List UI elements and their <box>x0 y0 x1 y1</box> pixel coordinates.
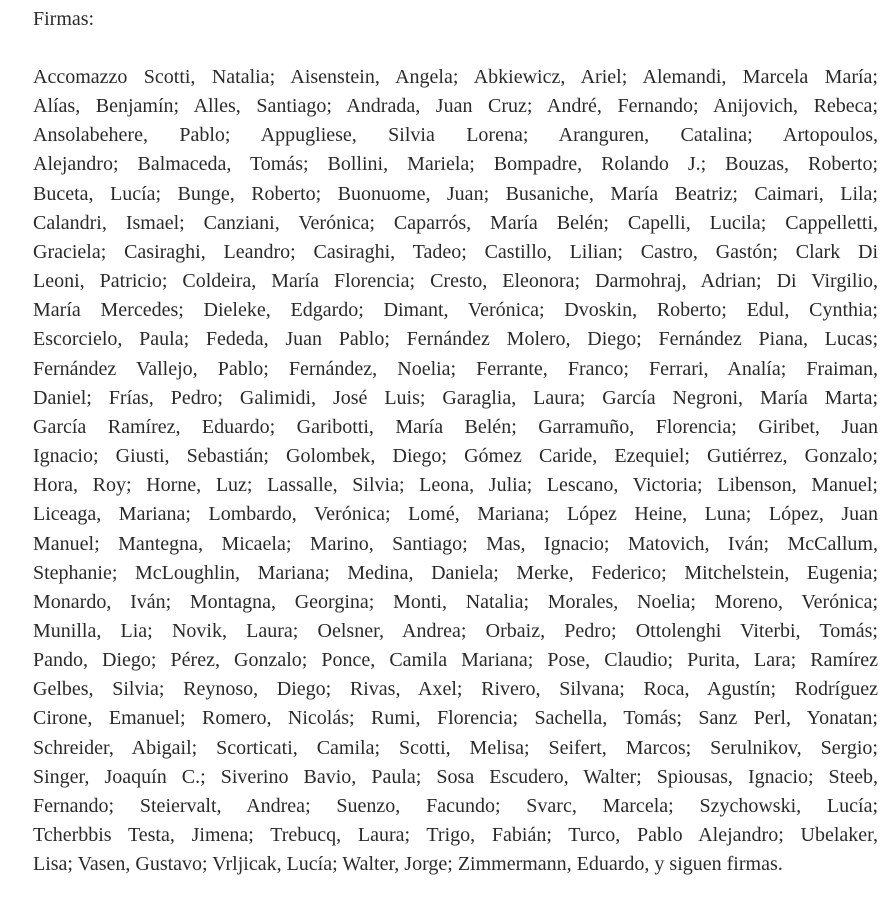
signature-line: Alejandro; Balmaceda, Tomás; Bollini, Mariela; Bompadre, Rolando J.; Bouzas, Roberto; <box>33 153 878 176</box>
signature-line: Tcherbbis Testa, Jimena; Trebucq, Laura; Trigo, Fabián; Turco, Pablo Alejandro; Ubelaker, <box>33 824 878 847</box>
signature-line: Liceaga, Mariana; Lombardo, Verónica; Lomé, Mariana; López Heine, Luna; López, Juan <box>33 503 878 526</box>
signature-line: Calandri, Ismael; Canziani, Verónica; Caparrós, María Belén; Capelli, Lucila; Cappelletti, <box>33 211 878 234</box>
signatures-heading: Firmas: <box>33 8 95 30</box>
signature-line: Fernando; Steiervalt, Andrea; Suenzo, Facundo; Svarc, Marcela; Szychowski, Lucía; <box>33 794 878 817</box>
signature-line: Manuel; Mantegna, Micaela; Marino, Santiago; Mas, Ignacio; Matovich, Iván; McCallum, <box>33 532 878 555</box>
signatures-paragraph <box>33 63 878 879</box>
document-body <box>33 5 878 879</box>
signature-line: Escorcielo, Paula; Fededa, Juan Pablo; Fernández Molero, Diego; Fernández Piana, Lucas; <box>33 328 878 351</box>
signature-line: Monardo, Iván; Montagna, Georgina; Monti, Natalia; Morales, Noelia; Moreno, Verónica; <box>33 590 878 613</box>
signature-line: Lisa; Vasen, Gustavo; Vrljicak, Lucía; Walter, Jorge; Zimmermann, Eduardo, y siguen firmas. <box>33 853 783 876</box>
signature-line: Schreider, Abigail; Scorticati, Camila; Scotti, Melisa; Seifert, Marcos; Serulnikov, Sergio; <box>33 736 878 759</box>
signature-line: Stephanie; McLoughlin, Mariana; Medina, Daniela; Merke, Federico; Mitchelstein, Eugenia; <box>33 561 878 584</box>
signature-line: Ignacio; Giusti, Sebastián; Golombek, Diego; Gómez Caride, Ezequiel; Gutiérrez, Gonzalo; <box>33 445 878 468</box>
signature-line: Hora, Roy; Horne, Luz; Lassalle, Silvia; Leona, Julia; Lescano, Victoria; Libenson, Manuel; <box>33 474 878 497</box>
signature-line: Fernández Vallejo, Pablo; Fernández, Noelia; Ferrante, Franco; Ferrari, Analía; Fraiman, <box>33 357 878 380</box>
signature-line: María Mercedes; Dieleke, Edgardo; Dimant, Verónica; Dvoskin, Roberto; Edul, Cynthia; <box>33 299 878 322</box>
signature-line: Graciela; Casiraghi, Leandro; Casiraghi, Tadeo; Castillo, Lilian; Castro, Gastón; Clark Di <box>33 240 878 263</box>
signature-line: Pando, Diego; Pérez, Gonzalo; Ponce, Camila Mariana; Pose, Claudio; Purita, Lara; Ramírez <box>33 649 878 672</box>
signature-line: Cirone, Emanuel; Romero, Nicolás; Rumi, Florencia; Sachella, Tomás; Sanz Perl, Yonatan; <box>33 707 878 730</box>
signature-line: Daniel; Frías, Pedro; Galimidi, José Luis; Garaglia, Laura; García Negroni, María Marta; <box>33 386 878 409</box>
signature-line: García Ramírez, Eduardo; Garibotti, María Belén; Garramuño, Florencia; Giribet, Juan <box>33 415 878 438</box>
signature-line: Leoni, Patricio; Coldeira, María Florencia; Cresto, Eleonora; Darmohraj, Adrian; Di Virgilio, <box>33 270 878 293</box>
signature-line: Munilla, Lia; Novik, Laura; Oelsner, Andrea; Orbaiz, Pedro; Ottolenghi Viterbi, Tomás; <box>33 619 878 642</box>
signature-line: Gelbes, Silvia; Reynoso, Diego; Rivas, Axel; Rivero, Silvana; Roca, Agustín; Rodríguez <box>33 678 878 701</box>
signature-line: Singer, Joaquín C.; Siverino Bavio, Paula; Sosa Escudero, Walter; Spiousas, Ignacio; Steeb, <box>33 765 878 788</box>
signature-line: Ansolabehere, Pablo; Appugliese, Silvia Lorena; Aranguren, Catalina; Artopoulos, <box>33 124 878 147</box>
signature-line: Accomazzo Scotti, Natalia; Aisenstein, Angela; Abkiewicz, Ariel; Alemandi, Marcela María; <box>33 66 878 88</box>
signature-line: Alías, Benjamín; Alles, Santiago; Andrada, Juan Cruz; André, Fernando; Anijovich, Rebeca; <box>33 95 878 118</box>
signature-line: Buceta, Lucía; Bunge, Roberto; Buonuome, Juan; Busaniche, María Beatriz; Caimari, Lila; <box>33 182 878 205</box>
